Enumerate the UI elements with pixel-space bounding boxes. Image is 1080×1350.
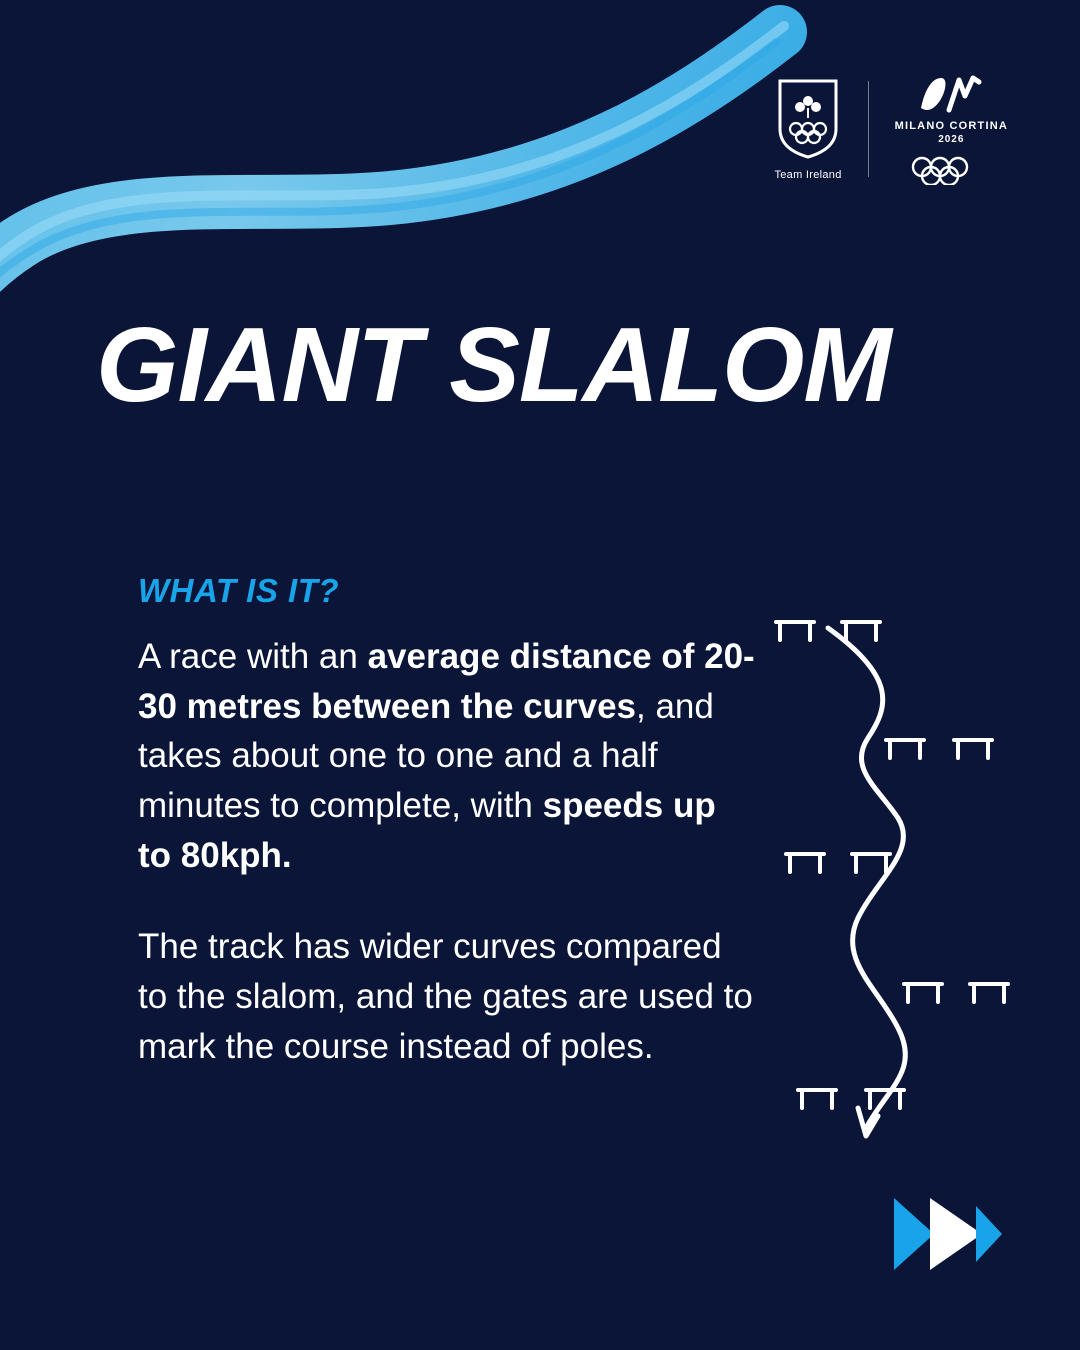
milano-year: 2026 — [938, 134, 965, 145]
olympic-rings-icon — [908, 155, 994, 185]
paragraph-one-mid: , and takes about one to one and a half minutes to complete, with — [138, 686, 714, 826]
paragraph-one-bold-one: average distance of 20-30 metres between the curves — [138, 637, 755, 726]
page-title: GIANT SLALOM — [96, 306, 891, 424]
paragraph-one-lead: A race with an — [138, 637, 368, 676]
slalom-course-diagram — [758, 588, 1038, 1158]
brush-stroke-swoosh — [0, 0, 860, 590]
logo-bar — [774, 72, 1008, 185]
logo-divider — [868, 81, 869, 177]
play-triangle-mark — [890, 1192, 1008, 1276]
team-ireland-caption: Team Ireland — [774, 168, 842, 181]
milano-cortina-mark-icon — [915, 72, 987, 116]
team-ireland-logo — [774, 77, 841, 181]
milano-cortina-logo — [895, 72, 1008, 185]
content-block — [138, 572, 758, 1072]
paragraph-one — [138, 632, 758, 880]
paragraph-one-bold-two: speeds up to 80kph. — [138, 786, 716, 875]
team-ireland-shield-icon — [776, 77, 840, 161]
milano-name: MILANO CORTINA — [894, 120, 1008, 132]
paragraph-two: The track has wider curves compared to the slalom, and the gates are used to mark the course instead of poles. — [138, 927, 753, 1066]
section-kicker: WHAT IS IT? — [138, 572, 340, 609]
